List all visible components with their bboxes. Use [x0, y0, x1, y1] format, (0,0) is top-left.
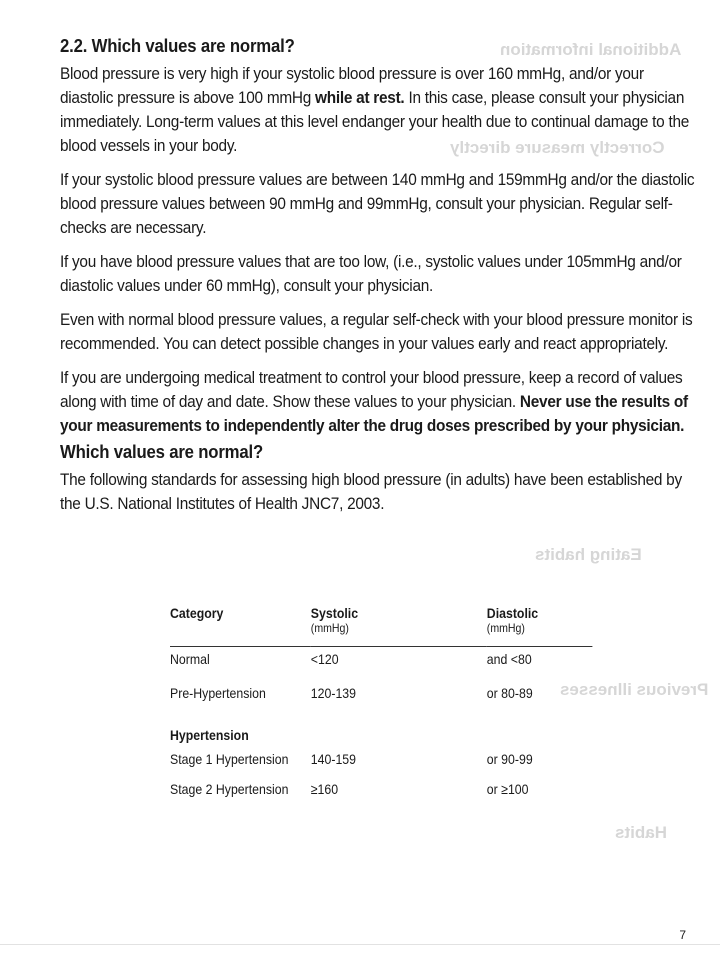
bleed-through-heading: Eating habits [535, 545, 642, 564]
bleed-through-heading: Habits [615, 823, 667, 842]
category-header: Category [170, 605, 311, 647]
paragraph-high-pressure: Blood pressure is very high if your systolic blood pressure is over 160 mmHg, and/or your diastolic pressure is above 100 mmHg while at rest. In this case, please consult your physician immediately. Long-term values at this level endanger your health due to continual damage to the blood vessels in your body. [60, 64, 690, 155]
bleed-through-heading: Correctly measure directly [450, 138, 665, 157]
subsection-heading: Which values are normal? [60, 442, 264, 462]
bleed-through-heading: Additional information [500, 40, 682, 59]
table-row: Normal <120 and <80 [170, 651, 532, 667]
table-row: Pre-Hypertension 120-139 or 80-89 [170, 685, 533, 701]
bleed-through-heading: Previous illnesses [560, 680, 709, 699]
paragraph-standards-intro: The following standards for assessing high blood pressure (in adults) have been established by the U.S. National Institutes of Health JNC7, 2003. [60, 470, 682, 513]
blood-pressure-table [170, 605, 592, 807]
table-row: Stage 2 Hypertension ≥160 or ≥100 [170, 781, 529, 797]
paragraph-treatment-warning: If you are undergoing medical treatment to control your blood pressure, keep a record of values along with time of day and date. Show these values to your physician. Never use the results of your measurements to independently alter the drug doses prescribed by your physician. [60, 368, 688, 435]
bottom-divider [0, 944, 720, 945]
systolic-header: Systolic (mmHg) [311, 605, 487, 647]
section-heading: 2.2. Which values are normal? [60, 36, 295, 56]
table-header-row [170, 605, 592, 647]
paragraph-low-pressure: If you have blood pressure values that are too low, (i.e., systolic values under 105mmHg and/or diastolic values under 60 mmHg), consult your physician. [60, 252, 682, 295]
paragraph-self-check: Even with normal blood pressure values, a regular self-check with your blood pressure monitor is recommended. You can detect possible changes in your values early and react appropriately. [60, 310, 693, 353]
table-row: Stage 1 Hypertension 140-159 or 90-99 [170, 751, 533, 767]
paragraph-borderline: If your systolic blood pressure values are between 140 mmHg and 159mmHg and/or the diastolic blood pressure values between 90 mmHg and 99mmHg, consult your physician. Regular self-checks are necessary. [60, 170, 695, 237]
table-group-heading: Hypertension [170, 727, 249, 743]
document-body [60, 36, 700, 526]
diastolic-header: Diastolic (mmHg) [487, 605, 593, 647]
page-number: 7 [679, 928, 686, 942]
